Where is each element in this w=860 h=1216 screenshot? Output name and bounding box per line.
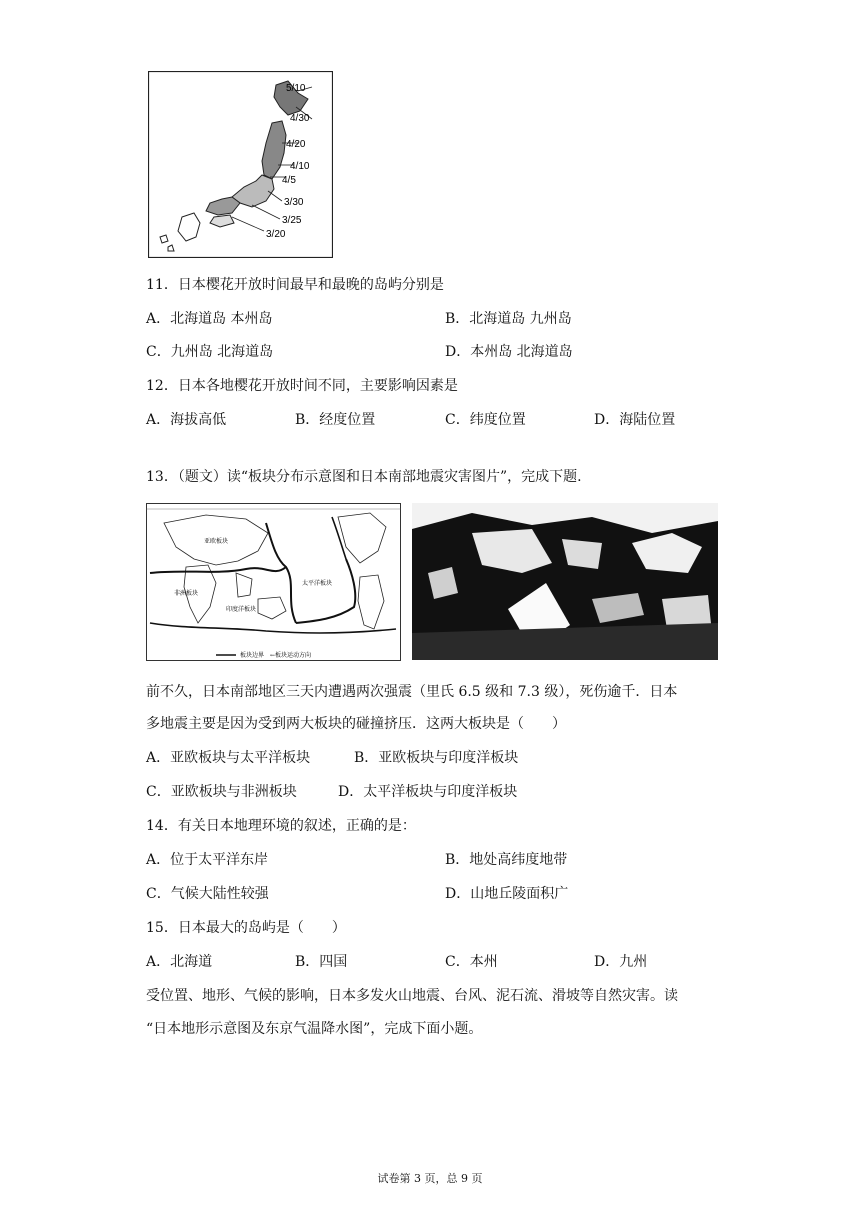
q11-stem: 11．日本樱花开放时间最早和最晚的岛屿分别是 [146, 277, 444, 293]
q13-option-c: C．亚欧板块与非洲板块 [146, 784, 297, 800]
map-label-5: 4/5 [282, 175, 296, 186]
q14-option-d: D．山地丘陵面积广 [445, 886, 569, 902]
cherry-blossom-map [148, 71, 333, 258]
plate-map-legend: 板块边界 ←板块运动方向 [240, 652, 312, 659]
map-label-6: 3/30 [284, 197, 304, 208]
q14-option-a: A．位于太平洋东岸 [146, 852, 269, 868]
passage-line1: 受位置、地形、气候的影响，日本多发火山地震、台风、泥石流、滑坡等自然灾害。读 [146, 988, 678, 1004]
plate-map-graphic [146, 503, 401, 661]
q12-option-a: A．海拔高低 [146, 412, 227, 428]
q15-option-a: A．北海道 [146, 954, 213, 970]
q13-option-a: A．亚欧板块与太平洋板块 [146, 750, 311, 766]
q15-option-c: C．本州 [445, 954, 498, 970]
earthquake-photo-graphic [412, 503, 718, 660]
plate-label-african: 非洲板块 [174, 590, 199, 597]
q13-option-d: D．太平洋板块与印度洋板块 [338, 784, 518, 800]
q12-option-b: B．经度位置 [295, 412, 376, 428]
map-label-7: 3/25 [282, 215, 302, 226]
q13-stem-line2: 多地震主要是因为受到两大板块的碰撞挤压．这两大板块是（ ） [146, 716, 566, 732]
q11-option-c: C．九州岛 北海道岛 [146, 344, 274, 360]
q11-option-d: D．本州岛 北海道岛 [445, 344, 573, 360]
q12-option-d: D．海陆位置 [594, 412, 676, 428]
map-label-3: 4/20 [286, 139, 306, 150]
q15-option-d: D．九州 [594, 954, 648, 970]
plate-label-eurasian: 亚欧板块 [204, 538, 229, 545]
plate-distribution-map [146, 503, 401, 661]
page-footer: 试卷第 3 页，总 9 页 [377, 1172, 483, 1185]
q11-option-b: B．北海道岛 九州岛 [445, 311, 572, 327]
map-label-4: 4/10 [290, 161, 310, 172]
plate-label-indian: 印度洋板块 [226, 606, 257, 613]
map-label-2: 4/30 [290, 113, 310, 124]
q12-option-c: C．纬度位置 [445, 412, 526, 428]
q14-stem: 14．有关日本地理环境的叙述，正确的是： [146, 818, 416, 834]
q12-stem: 12．日本各地樱花开放时间不同，主要影响因素是 [146, 378, 458, 394]
q13-intro: 13．（题文）读“板块分布示意图和日本南部地震灾害图片”，完成下题. [146, 469, 582, 485]
map-label-8: 3/20 [266, 229, 286, 240]
q14-option-c: C．气候大陆性较强 [146, 886, 269, 902]
earthquake-damage-photo [412, 503, 718, 660]
q13-option-b: B．亚欧板块与印度洋板块 [354, 750, 519, 766]
q14-option-b: B．地处高纬度地带 [445, 852, 568, 868]
map-label-1: 5/10 [286, 83, 306, 94]
q15-option-b: B．四国 [295, 954, 348, 970]
q15-stem: 15．日本最大的岛屿是（ ） [146, 920, 346, 936]
japan-map-graphic [148, 71, 333, 258]
plate-label-pacific: 太平洋板块 [302, 580, 333, 587]
q13-stem-line1: 前不久，日本南部地区三天内遭遇两次强震（里氏 6.5 级和 7.3 级），死伤逾千．日本 [146, 684, 678, 700]
passage-line2: “日本地形示意图及东京气温降水图”，完成下面小题。 [146, 1021, 483, 1037]
q11-option-a: A．北海道岛 本州岛 [146, 311, 273, 327]
